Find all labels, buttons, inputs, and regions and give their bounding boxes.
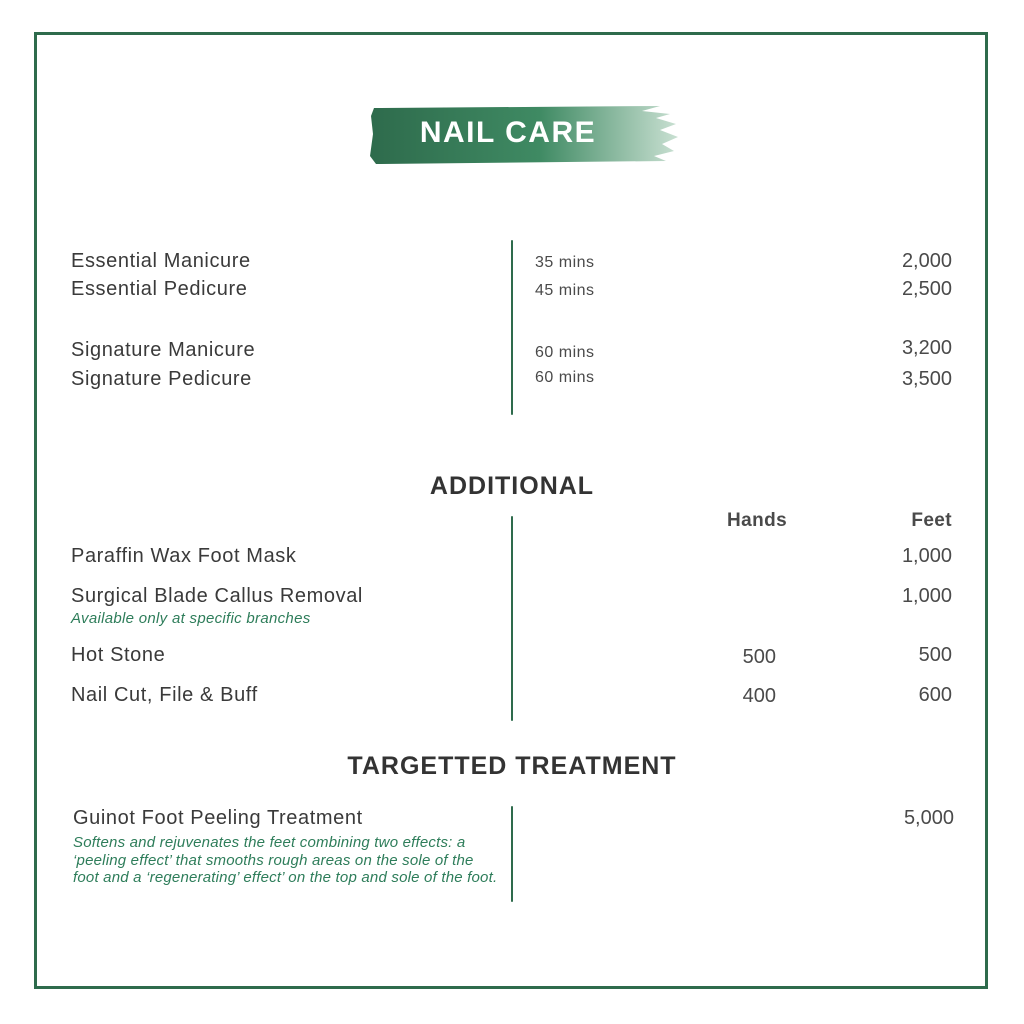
addon-name: Paraffin Wax Foot Mask	[71, 545, 297, 567]
addon-price-feet: 1,000	[901, 585, 952, 607]
addon-price-feet: 600	[918, 684, 952, 706]
service-price: 3,500	[901, 368, 952, 390]
addon-price-feet: 500	[918, 644, 952, 666]
addon-price-feet: 1,000	[901, 545, 952, 567]
service-duration: 45 mins	[535, 282, 595, 299]
service-duration: 60 mins	[535, 369, 595, 386]
service-name: Essential Manicure	[71, 250, 251, 272]
column-divider	[511, 240, 513, 415]
service-duration: 35 mins	[535, 254, 595, 271]
service-price: 2,000	[901, 250, 952, 272]
service-name: Essential Pedicure	[71, 278, 248, 300]
addon-price-hands: 400	[742, 685, 776, 707]
addon-name: Surgical Blade Callus Removal	[71, 585, 363, 607]
service-duration: 60 mins	[535, 344, 595, 361]
treatment-description: Softens and rejuvenates the feet combining two effects: a ‘peeling effect’ that smooths rough areas on the sole of the foot and a ‘regenerating’ effect’ on the top and sole of the foot.	[73, 834, 498, 886]
addon-name: Nail Cut, File & Buff	[71, 684, 258, 706]
addon-price-hands: 500	[742, 646, 776, 668]
column-divider	[511, 806, 513, 902]
column-header-feet: Feet	[911, 510, 952, 531]
addon-note: Available only at specific branches	[71, 610, 311, 627]
column-header-hands: Hands	[727, 510, 788, 531]
column-divider	[511, 516, 513, 721]
service-name: Signature Manicure	[71, 339, 256, 361]
service-name: Signature Pedicure	[71, 368, 252, 390]
section-heading-targeted: TARGETTED TREATMENT	[347, 752, 677, 780]
treatment-price: 5,000	[903, 807, 954, 829]
service-price: 3,200	[901, 337, 952, 359]
section-heading-additional: ADDITIONAL	[429, 472, 595, 500]
treatment-name: Guinot Foot Peeling Treatment	[73, 807, 363, 829]
addon-name: Hot Stone	[71, 644, 166, 666]
title-banner	[370, 104, 680, 164]
page-title: NAIL CARE	[419, 116, 597, 149]
service-price: 2,500	[901, 278, 952, 300]
